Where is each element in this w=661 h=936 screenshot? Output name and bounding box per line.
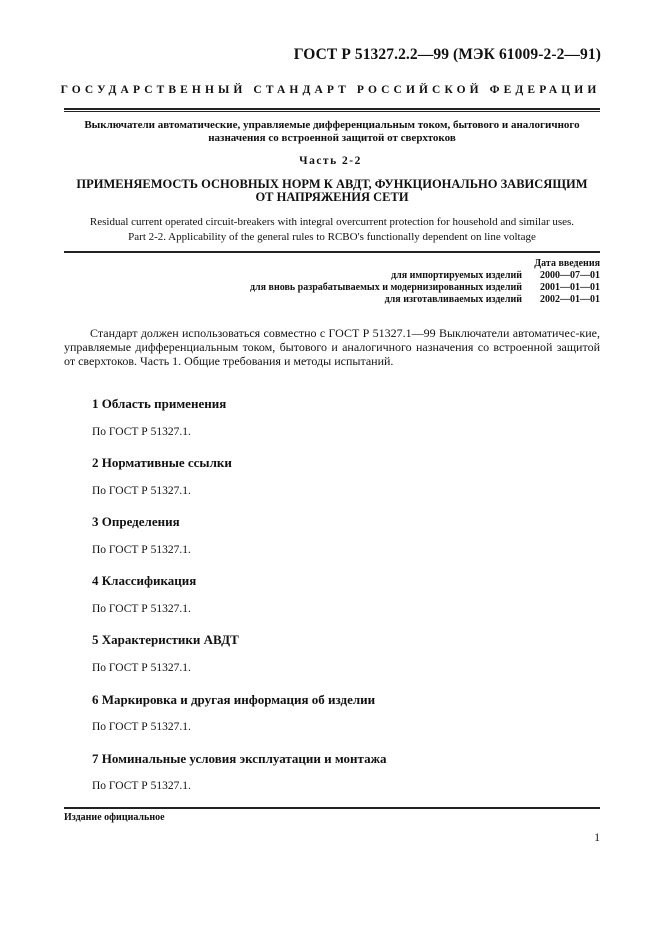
document-title-ru <box>64 119 600 145</box>
introduction-date-row <box>250 294 600 306</box>
introduction-date-label: для изготавливаемых изделий <box>384 294 522 305</box>
section-text: По ГОСТ Р 51327.1. <box>92 780 191 792</box>
section-title: 6 Маркировка и другая информация об изделии <box>92 692 376 707</box>
introduction-date-row <box>250 270 600 282</box>
section-text: По ГОСТ Р 51327.1. <box>92 426 191 438</box>
document-title-en-line2: Part 2-2. Applicability of the general rules to RCBO's functionally dependent on line voltage <box>128 231 536 243</box>
section-text: По ГОСТ Р 51327.1. <box>92 721 191 733</box>
introduction-dates-heading: Дата введения <box>534 258 600 269</box>
footer-rule <box>64 807 600 809</box>
document-title-ru-line1: Выключатели автоматические, управляемые дифференциальным током, бытового и аналогичного <box>84 119 580 131</box>
section-title: 2 Нормативные ссылки <box>92 455 232 470</box>
document-title-en <box>64 215 600 245</box>
page-number: 1 <box>594 832 600 844</box>
section-text: По ГОСТ Р 51327.1. <box>92 485 191 497</box>
document-title-en-line1: Residual current operated circuit-breakers with integral overcurrent protection for household and similar uses. <box>89 216 575 228</box>
introduction-dates <box>250 258 600 306</box>
section-title: 4 Классификация <box>92 573 197 588</box>
introduction-date-value: 2000—07—01 <box>540 270 600 281</box>
introduction-date-value: 2001—01—01 <box>540 282 600 293</box>
section-text: По ГОСТ Р 51327.1. <box>92 603 191 615</box>
introduction-date-label: для вновь разрабатываемых и модернизированных изделий <box>249 282 522 293</box>
introduction-date-row <box>250 282 600 294</box>
title-rule <box>64 251 600 253</box>
header-rule-top <box>64 108 600 110</box>
section-title: 5 Характеристики АВДТ <box>92 632 239 647</box>
official-edition-note: Издание официальное <box>64 812 165 823</box>
introduction-date-value: 2002—01—01 <box>540 294 600 305</box>
section-title: 7 Номинальные условия эксплуатации и монтажа <box>92 751 387 766</box>
section-title: 1 Область применения <box>92 396 227 411</box>
document-part: Часть 2-2 <box>299 155 362 167</box>
document-subtitle-ru <box>64 178 600 204</box>
document-subtitle-ru-line1: ПРИМЕНЯЕМОСТЬ ОСНОВНЫХ НОРМ К АВДТ, ФУНКЦИОНАЛЬНО ЗАВИСЯЩИМ <box>76 177 588 191</box>
section-text: По ГОСТ Р 51327.1. <box>92 662 191 674</box>
state-standard-heading: ГОСУДАРСТВЕННЫЙ СТАНДАРТ РОССИЙСКОЙ ФЕДЕРАЦИИ <box>60 84 601 96</box>
section-text: По ГОСТ Р 51327.1. <box>92 544 191 556</box>
introduction-date-label: для импортируемых изделий <box>391 270 522 281</box>
section-title: 3 Определения <box>92 514 180 529</box>
document-title-ru-line2: назначения со встроенной защитой от сверхтоков <box>208 132 456 144</box>
document-code: ГОСТ Р 51327.2.2—99 (МЭК 61009-2-2—91) <box>293 46 601 63</box>
document-subtitle-ru-line2: ОТ НАПРЯЖЕНИЯ СЕТИ <box>255 190 409 204</box>
header-rule-bottom <box>64 111 600 112</box>
intro-paragraph: Стандарт должен использоваться совместно с ГОСТ Р 51327.1—99 Выключатели автоматичес-кие, управляемые дифференциальным током, бытового и аналогичного назначения со встроенной защитой от сверхтоков. Часть 1. Общие требования и методы испытаний. <box>64 326 600 368</box>
